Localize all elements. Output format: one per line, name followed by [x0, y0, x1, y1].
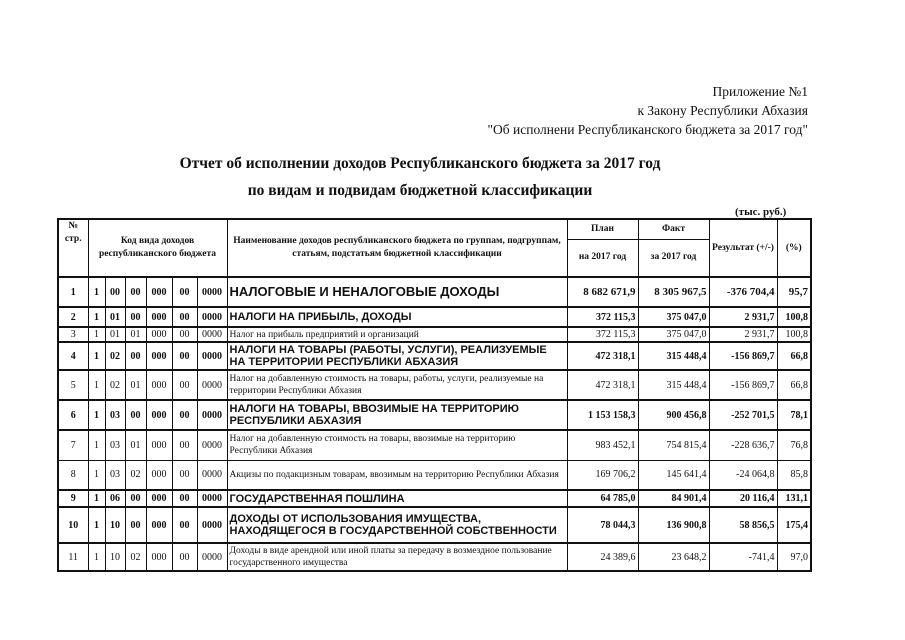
income-name: Налог на добавленную стоимость на товары, ввозимые на территорию Республики Абхазия [227, 430, 567, 460]
code-part: 01 [125, 430, 146, 460]
row-number: 1 [58, 277, 88, 307]
result-value: -156 869,7 [709, 370, 777, 400]
code-part: 000 [146, 277, 172, 307]
code-part: 0000 [197, 460, 227, 490]
units-label: (тыс. руб.) [735, 206, 787, 218]
row-number: 11 [58, 543, 88, 571]
plan-value: 169 706,2 [567, 460, 638, 490]
table-row [58, 370, 811, 400]
table-row [58, 307, 811, 327]
percent-value: 100,8 [777, 307, 811, 327]
fact-value: 315 448,4 [638, 342, 709, 370]
report-title-line-1: Отчет об исполнении доходов Республиканского бюджета за 2017 год [179, 155, 661, 172]
code-part: 000 [146, 342, 172, 370]
plan-value: 472 318,1 [567, 370, 638, 400]
code-part: 00 [105, 277, 125, 307]
code-part: 1 [88, 507, 105, 543]
income-name: ГОСУДАРСТВЕННАЯ ПОШЛИНА [227, 490, 567, 507]
result-value: -376 704,4 [709, 277, 777, 307]
code-part: 000 [146, 400, 172, 430]
row-number: 2 [58, 307, 88, 327]
result-value: -24 064,8 [709, 460, 777, 490]
row-number: 4 [58, 342, 88, 370]
code-part: 00 [172, 507, 197, 543]
percent-value: 95,7 [777, 277, 811, 307]
code-part: 1 [88, 430, 105, 460]
header-plan: План [567, 219, 638, 239]
header-plan-sub: на 2017 год [567, 239, 638, 277]
percent-value: 78,1 [777, 400, 811, 430]
code-part: 1 [88, 277, 105, 307]
income-name: Доходы в виде арендной или иной платы за передачу в возмездное пользование государственного имущества [227, 543, 567, 571]
code-part: 1 [88, 543, 105, 571]
code-part: 06 [105, 490, 125, 507]
report-title-line-2: по видам и подвидам бюджетной классификации [247, 182, 593, 199]
code-part: 0000 [197, 370, 227, 400]
header-fact: Факт [638, 219, 709, 239]
annex-line-1: Приложение №1 [712, 84, 808, 99]
fact-value: 375 047,0 [638, 327, 709, 342]
code-part: 000 [146, 507, 172, 543]
code-part: 000 [146, 460, 172, 490]
row-number: 5 [58, 370, 88, 400]
code-part: 0000 [197, 490, 227, 507]
percent-value: 66,8 [777, 342, 811, 370]
code-part: 03 [105, 430, 125, 460]
table-row [58, 460, 811, 490]
code-part: 02 [125, 543, 146, 571]
plan-value: 472 318,1 [567, 342, 638, 370]
code-part: 01 [105, 327, 125, 342]
percent-value: 66,8 [777, 370, 811, 400]
code-part: 0000 [197, 342, 227, 370]
code-part: 000 [146, 543, 172, 571]
plan-value: 78 044,3 [567, 507, 638, 543]
table-row [58, 400, 811, 430]
result-value: 2 931,7 [709, 327, 777, 342]
code-part: 00 [125, 490, 146, 507]
row-number: 3 [58, 327, 88, 342]
code-part: 00 [172, 430, 197, 460]
fact-value: 375 047,0 [638, 307, 709, 327]
table-row [58, 342, 811, 370]
header-row-number: № стр. [58, 219, 88, 277]
result-value: 2 931,7 [709, 307, 777, 327]
code-part: 000 [146, 327, 172, 342]
income-name: Налог на добавленную стоимость на товары, работы, услуги, реализуемые на территории Республики Абхазия [227, 370, 567, 400]
code-part: 01 [125, 327, 146, 342]
code-part: 1 [88, 490, 105, 507]
table-row [58, 277, 811, 307]
revenue-table [57, 218, 812, 572]
code-part: 0000 [197, 400, 227, 430]
row-number: 9 [58, 490, 88, 507]
fact-value: 136 900,8 [638, 507, 709, 543]
header-fact-sub: за 2017 год [638, 239, 709, 277]
code-part: 03 [105, 400, 125, 430]
row-number: 7 [58, 430, 88, 460]
result-value: 58 856,5 [709, 507, 777, 543]
code-part: 0000 [197, 307, 227, 327]
header-result: Результат (+/-) [709, 219, 777, 277]
code-part: 0000 [197, 543, 227, 571]
table-row [58, 327, 811, 342]
code-part: 0000 [197, 507, 227, 543]
income-name: Акцизы по подакцизным товарам, ввозимым на территорию Республики Абхазия [227, 460, 567, 490]
code-part: 01 [105, 307, 125, 327]
result-value: -156 869,7 [709, 342, 777, 370]
code-part: 1 [88, 400, 105, 430]
row-number: 8 [58, 460, 88, 490]
fact-value: 754 815,4 [638, 430, 709, 460]
table-row [58, 507, 811, 543]
fact-value: 900 456,8 [638, 400, 709, 430]
percent-value: 97,0 [777, 543, 811, 571]
code-part: 1 [88, 327, 105, 342]
header-percent: (%) [777, 219, 811, 277]
code-part: 000 [146, 307, 172, 327]
code-part: 000 [146, 370, 172, 400]
code-part: 000 [146, 430, 172, 460]
fact-value: 315 448,4 [638, 370, 709, 400]
income-name: НАЛОГИ НА ТОВАРЫ (РАБОТЫ, УСЛУГИ), РЕАЛИЗУЕМЫЕ НА ТЕРРИТОРИИ РЕСПУБЛИКИ АБХАЗИЯ [227, 342, 567, 370]
plan-value: 1 153 158,3 [567, 400, 638, 430]
fact-value: 145 641,4 [638, 460, 709, 490]
income-name: Налог на прибыль предприятий и организаций [227, 327, 567, 342]
code-part: 00 [125, 342, 146, 370]
code-part: 00 [172, 370, 197, 400]
annex-block [488, 82, 808, 139]
fact-value: 8 305 967,5 [638, 277, 709, 307]
result-value: -741,4 [709, 543, 777, 571]
code-part: 01 [125, 370, 146, 400]
code-part: 1 [88, 307, 105, 327]
percent-value: 131,1 [777, 490, 811, 507]
code-part: 1 [88, 460, 105, 490]
code-part: 02 [125, 460, 146, 490]
code-part: 1 [88, 370, 105, 400]
code-part: 02 [105, 370, 125, 400]
code-part: 0000 [197, 277, 227, 307]
code-part: 000 [146, 490, 172, 507]
code-part: 00 [172, 327, 197, 342]
code-part: 10 [105, 543, 125, 571]
header-name: Наименование доходов республиканского бюджета по группам, подгруппам, статьям, подстатьям бюджетной классификации [227, 219, 567, 277]
code-part: 00 [172, 342, 197, 370]
code-part: 1 [88, 342, 105, 370]
table-row [58, 490, 811, 507]
row-number: 10 [58, 507, 88, 543]
plan-value: 24 389,6 [567, 543, 638, 571]
percent-value: 85,8 [777, 460, 811, 490]
plan-value: 983 452,1 [567, 430, 638, 460]
code-part: 00 [172, 543, 197, 571]
code-part: 10 [105, 507, 125, 543]
code-part: 00 [125, 400, 146, 430]
income-name: НАЛОГИ НА ПРИБЫЛЬ, ДОХОДЫ [227, 307, 567, 327]
table-row [58, 430, 811, 460]
code-part: 00 [172, 490, 197, 507]
fact-value: 23 648,2 [638, 543, 709, 571]
code-part: 00 [125, 277, 146, 307]
code-part: 00 [125, 507, 146, 543]
code-part: 02 [105, 342, 125, 370]
row-number: 6 [58, 400, 88, 430]
result-value: -228 636,7 [709, 430, 777, 460]
code-part: 0000 [197, 430, 227, 460]
income-name: НАЛОГИ НА ТОВАРЫ, ВВОЗИМЫЕ НА ТЕРРИТОРИЮ РЕСПУБЛИКИ АБХАЗИЯ [227, 400, 567, 430]
plan-value: 64 785,0 [567, 490, 638, 507]
fact-value: 84 901,4 [638, 490, 709, 507]
code-part: 00 [125, 307, 146, 327]
code-part: 00 [172, 460, 197, 490]
annex-line-3: "Об исполнени Республиканского бюджета за 2017 год" [487, 122, 808, 137]
code-part: 00 [172, 307, 197, 327]
code-part: 0000 [197, 327, 227, 342]
table-row [58, 543, 811, 571]
annex-line-2: к Закону Республики Абхазия [637, 103, 808, 118]
plan-value: 372 115,3 [567, 327, 638, 342]
plan-value: 8 682 671,9 [567, 277, 638, 307]
percent-value: 76,8 [777, 430, 811, 460]
result-value: -252 701,5 [709, 400, 777, 430]
percent-value: 100,8 [777, 327, 811, 342]
code-part: 00 [172, 277, 197, 307]
income-name: ДОХОДЫ ОТ ИСПОЛЬЗОВАНИЯ ИМУЩЕСТВА, НАХОДЯЩЕГОСЯ В ГОСУДАРСТВЕННОЙ СОБСТВЕННОСТИ [227, 507, 567, 543]
report-title [120, 150, 720, 204]
result-value: 20 116,4 [709, 490, 777, 507]
code-part: 00 [172, 400, 197, 430]
income-name: НАЛОГОВЫЕ И НЕНАЛОГОВЫЕ ДОХОДЫ [227, 277, 567, 307]
header-code: Код вида доходов республиканского бюджета [88, 219, 227, 277]
plan-value: 372 115,3 [567, 307, 638, 327]
percent-value: 175,4 [777, 507, 811, 543]
table-body [58, 277, 811, 571]
code-part: 03 [105, 460, 125, 490]
